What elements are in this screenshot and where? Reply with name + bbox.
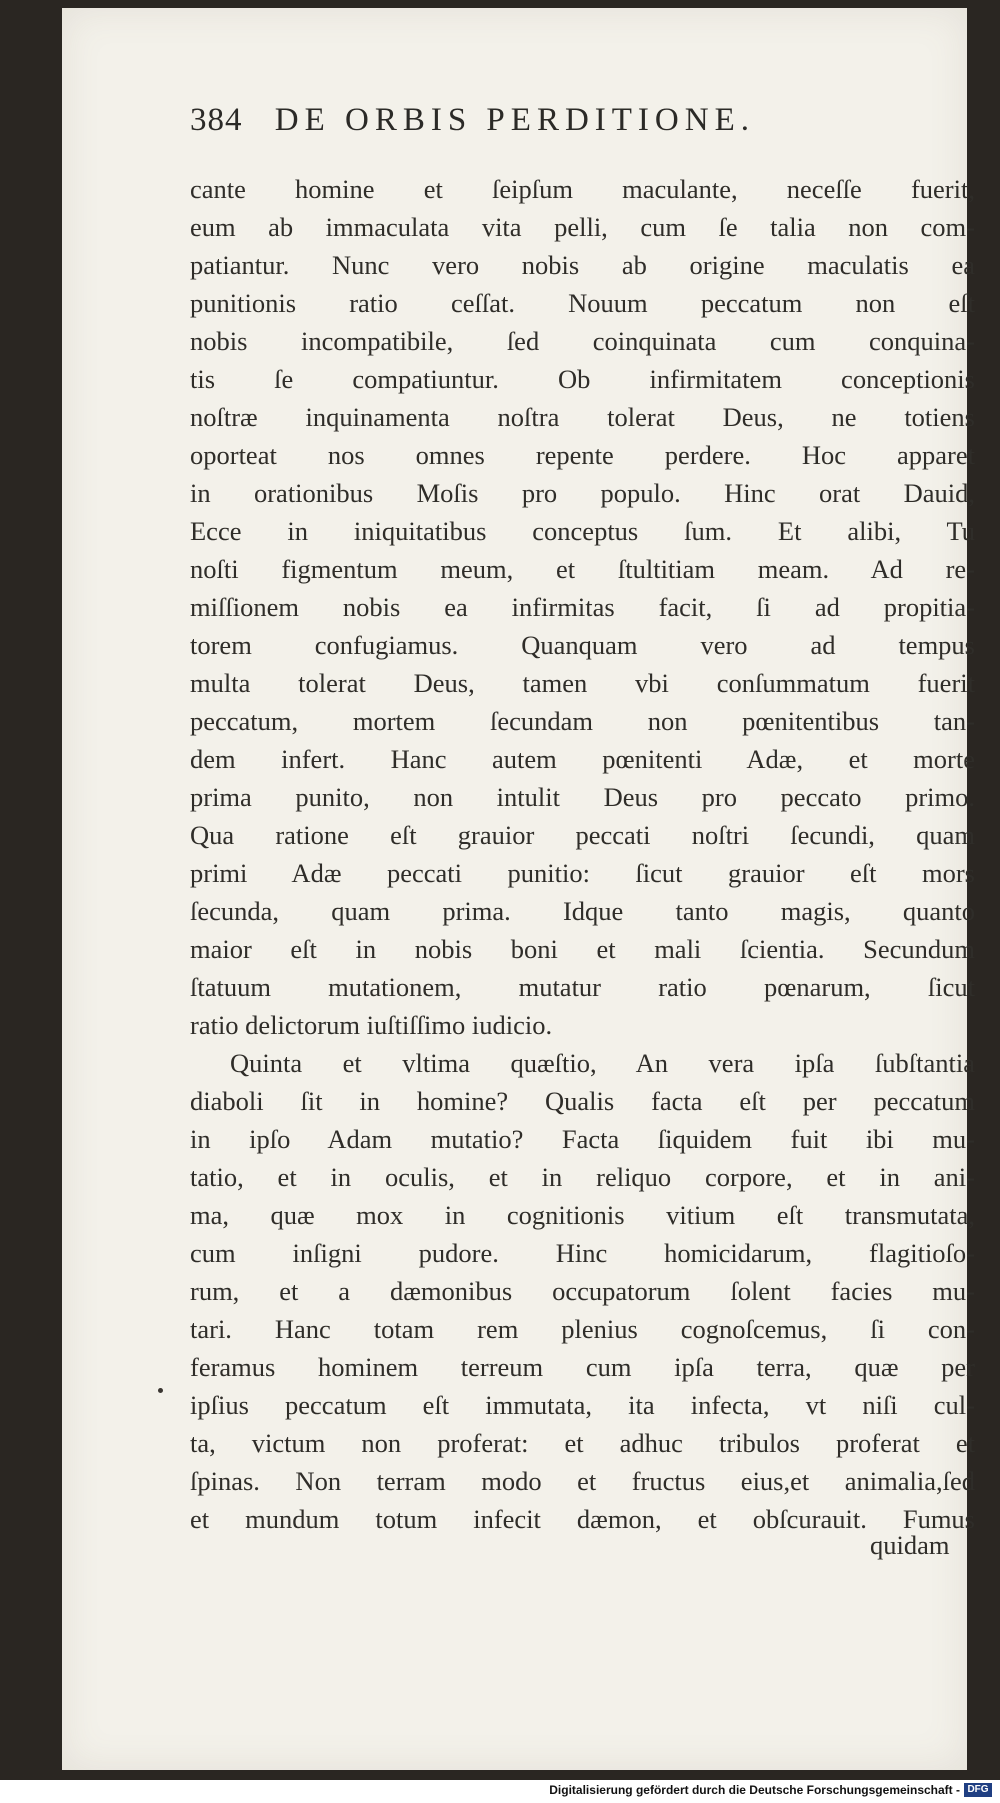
text-line: ratio delictorum iuſtiſſimo iudicio.	[190, 1010, 553, 1040]
text-line: maior eſt in nobis boni et mali ſcientia. Secundum	[190, 934, 975, 964]
text-line: ma, quæ mox in cognitionis vitium eſt transmutata,	[190, 1200, 975, 1230]
running-head	[190, 102, 890, 139]
text-line: peccatum, mortem ſecundam non pœnitentibus tan-	[190, 706, 975, 736]
text-line: ta, victum non proferat: et adhuc tribulos proferat et	[190, 1428, 975, 1458]
text-line: ſecunda, quam prima. Idque tanto magis, quanto	[190, 896, 975, 926]
margin-dot	[158, 1388, 163, 1393]
text-line: cum inſigni pudore. Hinc homicidarum, flagitioſo-	[190, 1238, 975, 1268]
text-line: diaboli ſit in homine? Qualis facta eſt per peccatum	[190, 1086, 975, 1116]
text-line: nobis incompatibile, ſed coinquinata cum conquina-	[190, 326, 975, 356]
text-line: cante homine et ſeipſum maculante, neceſſe fuerit,	[190, 174, 975, 204]
text-line: ſpinas. Non terram modo et fructus eius,et animalia,ſed	[190, 1466, 975, 1496]
body-text	[190, 170, 975, 1538]
text-line: tari. Hanc totam rem plenius cognoſcemus, ſi con-	[190, 1314, 975, 1344]
text-line: in orationibus Moſis pro populo. Hinc orat Dauid,	[190, 478, 975, 508]
text-line: noſtræ inquinamenta noſtra tolerat Deus, ne totiens	[190, 402, 975, 432]
text-line: rum, et a dæmonibus occupatorum ſolent facies mu-	[190, 1276, 975, 1306]
text-line: oporteat nos omnes repente perdere. Hoc apparet	[190, 440, 975, 470]
dfg-logo: DFG	[964, 1783, 992, 1797]
catchword: quidam	[870, 1530, 950, 1560]
text-line: noſti figmentum meum, et ſtultitiam meam. Ad re-	[190, 554, 975, 584]
text-line: feramus hominem terreum cum ipſa terra, quæ per	[190, 1352, 975, 1382]
text-line: Quinta et vltima quæſtio, An vera ipſa ſubſtantia	[230, 1048, 975, 1078]
text-line: tis ſe compatiuntur. Ob infirmitatem conceptionis	[190, 364, 975, 394]
text-line: primi Adæ peccati punitio: ſicut grauior eſt mors	[190, 858, 975, 888]
text-line: patiantur. Nunc vero nobis ab origine maculatis ea	[190, 250, 975, 280]
text-line: in ipſo Adam mutatio? Facta ſiquidem fuit ibi mu-	[190, 1124, 975, 1154]
page-number: 384	[190, 102, 243, 138]
text-line: miſſionem nobis ea infirmitas facit, ſi ad propitia-	[190, 592, 975, 622]
digitization-credit: Digitalisierung gefördert durch die Deutsche Forschungsgemeinschaft -	[549, 1783, 960, 1797]
text-line: et mundum totum infecit dæmon, et obſcurauit. Fumus	[190, 1504, 975, 1534]
text-line: punitionis ratio ceſſat. Nouum peccatum non eſt	[190, 288, 975, 318]
text-line: ipſius peccatum eſt immutata, ita infecta, vt niſi cul-	[190, 1390, 975, 1420]
text-line: eum ab immaculata vita pelli, cum ſe talia non com-	[190, 212, 975, 242]
text-line: Ecce in iniquitatibus conceptus ſum. Et alibi, Tu	[190, 516, 975, 546]
text-line: Qua ratione eſt grauior peccati noſtri ſecundi, quam	[190, 820, 975, 850]
text-line: dem infert. Hanc autem pœnitenti Adæ, et morte	[190, 744, 975, 774]
text-line: ſtatuum mutationem, mutatur ratio pœnarum, ſicut	[190, 972, 975, 1002]
text-line: prima punito, non intulit Deus pro peccato primo.	[190, 782, 975, 812]
footer-bar	[0, 1780, 1000, 1803]
text-line: multa tolerat Deus, tamen vbi conſummatum fuerit	[190, 668, 975, 698]
running-title: DE ORBIS PERDITIONE.	[274, 102, 755, 138]
text-line: tatio, et in oculis, et in reliquo corpore, et in ani-	[190, 1162, 975, 1192]
text-line: torem confugiamus. Quanquam vero ad tempus	[190, 630, 975, 660]
